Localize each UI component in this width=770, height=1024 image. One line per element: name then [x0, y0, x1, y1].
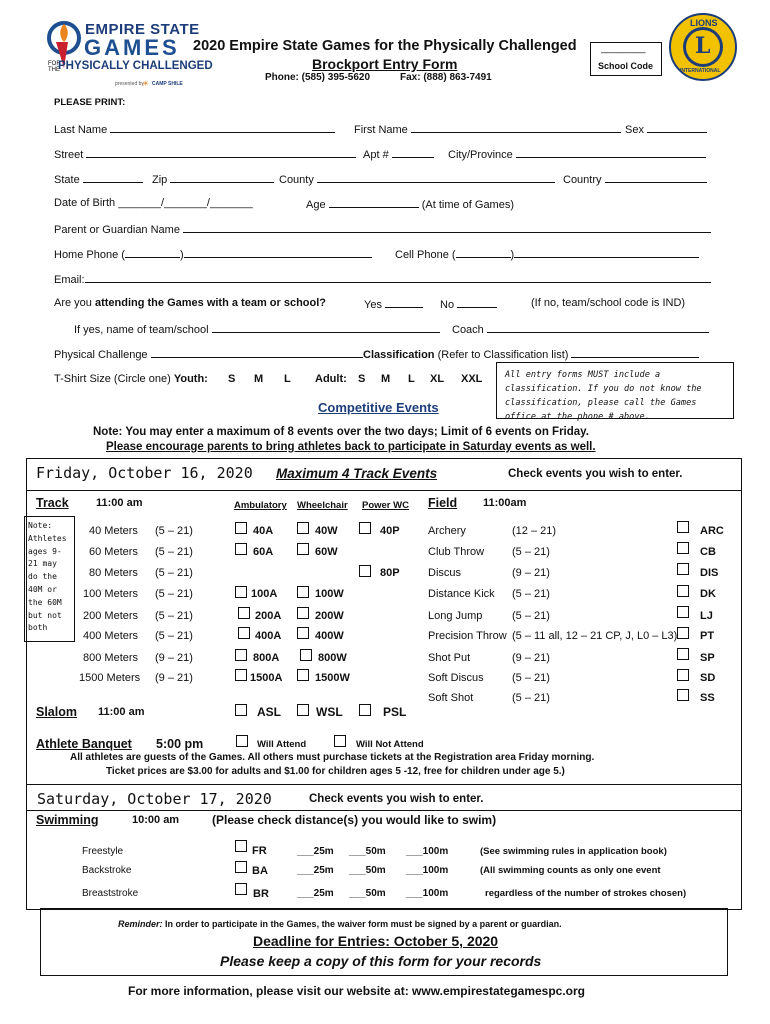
distance-50m[interactable]: ___50m — [349, 846, 386, 857]
checkbox-psl[interactable] — [359, 704, 371, 716]
side-note-line: but not — [28, 610, 62, 620]
first-name-field[interactable] — [411, 122, 621, 133]
field-time: 11:00am — [483, 497, 527, 509]
code-asl: ASL — [257, 705, 281, 719]
code-sd: SD — [700, 672, 716, 684]
code-40w: 40W — [315, 525, 338, 537]
no-note: (If no, team/school code is IND) — [531, 297, 686, 309]
youth-size-s[interactable]: S — [228, 373, 236, 385]
field-ages: (5 – 21) — [512, 610, 550, 622]
checkbox-40p[interactable] — [359, 522, 371, 534]
school-code-blank: ________ — [601, 43, 646, 54]
col-ambulatory: Ambulatory — [234, 500, 287, 511]
track-event: 80 Meters — [89, 567, 138, 579]
code-60w: 60W — [315, 546, 338, 558]
track-ages: (5 – 21) — [155, 630, 193, 642]
country-field[interactable] — [605, 172, 707, 183]
checkbox-cb[interactable] — [677, 542, 689, 554]
track-ages: (5 – 21) — [155, 525, 193, 537]
street-label: Street — [54, 149, 84, 161]
state-field[interactable] — [83, 172, 143, 183]
checkbox-wsl[interactable] — [297, 704, 309, 716]
street-field[interactable] — [86, 147, 356, 158]
school-code-box[interactable] — [590, 42, 662, 76]
form-subtitle: Brockport Entry Form — [312, 56, 458, 72]
checkbox-60w[interactable] — [297, 543, 309, 555]
checkbox-sp[interactable] — [677, 648, 689, 660]
tshirt-label: T-Shirt Size (Circle one) — [54, 373, 171, 385]
banquet-note2: Ticket prices are $3.00 for adults and $1.00 for children ages 5 -12, free for children under age 5.) — [106, 766, 565, 777]
email-field[interactable] — [85, 272, 711, 283]
events-note2: Please encourage parents to bring athletes back to participate in Saturday events as well. — [106, 441, 596, 453]
code-dis: DIS — [700, 567, 719, 579]
classification-note: (Refer to Classification list) — [437, 349, 569, 361]
lions-bottom: INTERNATIONAL — [680, 68, 721, 74]
friday-check-instructions: Check events you wish to enter. — [508, 468, 683, 480]
code-1500w: 1500W — [315, 672, 350, 684]
code-wsl: WSL — [316, 705, 343, 719]
yes-label: Yes — [364, 299, 382, 311]
side-note-line: Note: — [28, 521, 53, 530]
sex-field[interactable] — [647, 122, 707, 133]
adult-label: Adult: — [315, 373, 347, 385]
friday-divider — [26, 490, 742, 491]
classification-note-box — [496, 362, 734, 422]
checkbox-400a[interactable] — [238, 627, 250, 639]
age-note: (At time of Games) — [421, 199, 514, 211]
side-note-line: Athletes — [28, 533, 67, 543]
checkbox-will-attend[interactable] — [236, 735, 248, 747]
side-note-box — [24, 516, 75, 642]
lions-letter: L — [695, 33, 711, 59]
logo-line2: GAMES — [84, 35, 180, 60]
lions-top: LIONS — [690, 18, 718, 28]
no-label: No — [440, 299, 455, 311]
code-fr: FR — [252, 845, 267, 857]
col-power-wc: Power WC — [362, 500, 409, 511]
coach-label: Coach — [452, 324, 484, 336]
code-100w: 100W — [315, 588, 344, 600]
youth-size-m[interactable]: M — [254, 373, 264, 385]
apt-label: Apt # — [363, 149, 389, 161]
track-event: 400 Meters — [83, 630, 139, 642]
checkbox-800w[interactable] — [300, 649, 312, 661]
stroke-note: (All swimming counts as only one event — [480, 865, 661, 876]
will-attend-label: Will Attend — [257, 739, 307, 750]
stroke-name: Freestyle — [82, 846, 124, 857]
field-event: Soft Shot — [428, 692, 474, 704]
checkbox-40w[interactable] — [297, 522, 309, 534]
checkbox-will-not-attend[interactable] — [334, 735, 346, 747]
checkbox-fr[interactable] — [235, 840, 247, 852]
checkbox-200w[interactable] — [297, 607, 309, 619]
age-field[interactable] — [329, 197, 419, 208]
code-dk: DK — [700, 588, 716, 600]
logo-line3: PHYSICALLY CHALLENGED — [58, 60, 213, 72]
adult-size-xxl[interactable]: XXL — [461, 373, 483, 385]
competitive-events-heading: Competitive Events — [318, 400, 439, 415]
track-event: 100 Meters — [83, 588, 139, 600]
checkbox-1500a[interactable] — [235, 669, 247, 681]
logo-presented: presented by — [115, 81, 144, 87]
please-print: PLEASE PRINT: — [54, 97, 126, 108]
distance-100m[interactable]: ___100m — [406, 888, 449, 899]
email-label: Email: — [54, 274, 85, 286]
events-note1: Note: You may enter a maximum of 8 events over the two days; Limit of 6 events on Friday. — [93, 426, 589, 438]
col-wheelchair: Wheelchair — [297, 500, 348, 511]
stroke-note: (See swimming rules in application book) — [480, 846, 667, 857]
field-event: Archery — [428, 525, 466, 537]
checkbox-arc[interactable] — [677, 521, 689, 533]
track-event: 60 Meters — [89, 546, 138, 558]
footer-info: For more information, please visit our website at: www.empirestategamespc.org — [128, 984, 586, 998]
tshirt-row — [54, 373, 208, 385]
cell-phone-label: Cell Phone ( — [395, 249, 456, 261]
form-title: 2020 Empire State Games for the Physically Challenged — [193, 38, 577, 54]
county-label: County — [279, 174, 314, 186]
sun-icon: ☀ — [142, 79, 150, 88]
friday-date: Friday, October 16, 2020 — [36, 464, 253, 482]
checkbox-80p[interactable] — [359, 565, 371, 577]
field-event: Club Throw — [428, 546, 485, 558]
field-event: Long Jump — [428, 610, 483, 622]
class-note-text: All entry forms MUST include a classification. If you do not know the classification, please call the Games office at the phone # above. — [505, 370, 702, 422]
adult-size-m[interactable]: M — [381, 373, 391, 385]
home-phone-close: ) — [179, 249, 184, 261]
track-event: 800 Meters — [83, 652, 139, 664]
youth-label: Youth: — [173, 373, 208, 385]
distance-100m[interactable]: ___100m — [406, 865, 449, 876]
checkbox-dis[interactable] — [677, 563, 689, 575]
saturday-check-instructions: Check events you wish to enter. — [309, 793, 484, 805]
checkbox-100w[interactable] — [297, 586, 309, 598]
reminder-label: Reminder: — [118, 919, 163, 929]
track-ages: (9 – 21) — [155, 672, 193, 684]
first-name-label: First Name — [354, 124, 408, 136]
dob-field[interactable]: _______/_______/_______ — [118, 197, 253, 209]
attending-pre: Are you — [54, 297, 95, 309]
code-ss: SS — [700, 692, 715, 704]
field-ages: (5 – 21) — [512, 672, 550, 684]
checkbox-ba[interactable] — [235, 861, 247, 873]
cell-phone-close: ) — [510, 249, 515, 261]
field-event: Shot Put — [428, 652, 471, 664]
code-200w: 200W — [315, 610, 344, 622]
code-psl: PSL — [383, 705, 407, 719]
distance-25m[interactable]: ___25m — [297, 865, 334, 876]
saturday-divider — [26, 810, 742, 811]
checkbox-1500w[interactable] — [297, 669, 309, 681]
dob-label: Date of Birth — [54, 197, 116, 209]
zip-label: Zip — [152, 174, 168, 186]
distance-25m[interactable]: ___25m — [297, 846, 334, 857]
code-arc: ARC — [700, 525, 724, 537]
county-field[interactable] — [317, 172, 555, 183]
track-ages: (5 – 21) — [155, 546, 193, 558]
code-1500a: 1500A — [250, 672, 283, 684]
code-80p: 80P — [380, 567, 400, 579]
home-phone-label: Home Phone ( — [54, 249, 125, 261]
field-event: Precision Throw — [428, 630, 507, 642]
code-60a: 60A — [253, 546, 274, 558]
track-event: 1500 Meters — [79, 672, 141, 684]
swimming-instructions: (Please check distance(s) you would like to swim) — [212, 813, 497, 827]
city-label: City/Province — [448, 149, 513, 161]
track-ages: (5 – 21) — [155, 567, 193, 579]
deadline: Deadline for Entries: October 5, 2020 — [253, 933, 499, 949]
last-name-row — [54, 122, 335, 136]
field-ages: (9 – 21) — [512, 567, 550, 579]
field-ages: (9 – 21) — [512, 652, 550, 664]
checkbox-40a[interactable] — [235, 522, 247, 534]
will-not-attend-label: Will Not Attend — [356, 739, 424, 750]
banquet-note1: All athletes are guests of the Games. All others must purchase tickets at the Registration area Friday morning. — [70, 752, 595, 763]
distance-50m[interactable]: ___50m — [349, 888, 386, 899]
sex-label: Sex — [625, 124, 644, 136]
logo-sponsor: CAMP SHILE — [152, 81, 183, 87]
adult-size-l[interactable]: L — [408, 373, 415, 385]
no-field[interactable] — [457, 297, 497, 308]
team-name-label: If yes, name of team/school — [74, 324, 209, 336]
field-event: Discus — [428, 567, 462, 579]
checkbox-ss[interactable] — [677, 689, 689, 701]
checkbox-400w[interactable] — [297, 627, 309, 639]
code-800a: 800A — [253, 652, 280, 664]
adult-size-s[interactable]: S — [358, 373, 366, 385]
checkbox-dk[interactable] — [677, 585, 689, 597]
track-event: 200 Meters — [83, 610, 139, 622]
challenge-label: Physical Challenge — [54, 349, 148, 361]
keep-copy: Please keep a copy of this form for your records — [220, 953, 542, 969]
classification-label: Classification — [363, 349, 435, 361]
side-note-line: do the — [28, 572, 57, 582]
cell-phone-field[interactable] — [514, 247, 699, 258]
track-time: 11:00 am — [96, 497, 143, 509]
side-note-line: 40M or — [28, 584, 57, 594]
field-ages: (5 – 11 all, 12 – 21 CP, J, L0 – L3) — [512, 630, 678, 642]
saturday-date: Saturday, October 17, 2020 — [37, 790, 272, 808]
field-ages: (5 – 21) — [512, 692, 550, 704]
field-ages: (5 – 21) — [512, 588, 550, 600]
checkbox-60a[interactable] — [235, 543, 247, 555]
code-40a: 40A — [253, 525, 274, 537]
adult-size-xl[interactable]: XL — [430, 373, 445, 385]
side-note-line: the 60M — [28, 597, 62, 607]
side-note-line: 21 may — [28, 559, 57, 569]
code-400a: 400A — [255, 630, 282, 642]
coach-field[interactable] — [487, 322, 709, 333]
distance-25m[interactable]: ___25m — [297, 888, 334, 899]
code-pt: PT — [700, 630, 715, 642]
field-ages: (12 – 21) — [512, 525, 557, 537]
slalom-label: Slalom — [36, 705, 77, 719]
slalom-time: 11:00 am — [98, 706, 145, 718]
banquet-label: Athlete Banquet — [36, 737, 132, 751]
track-event: 40 Meters — [89, 525, 138, 537]
code-lj: LJ — [700, 610, 713, 622]
distance-50m[interactable]: ___50m — [349, 865, 386, 876]
swimming-label: Swimming — [36, 813, 99, 827]
team-name-field[interactable] — [212, 322, 440, 333]
challenge-field[interactable] — [151, 347, 363, 358]
age-label: Age — [306, 199, 326, 211]
stroke-name: Breaststroke — [82, 888, 139, 899]
attending-question: attending the Games with a team or school? — [94, 297, 327, 309]
last-name-field[interactable] — [110, 122, 335, 133]
checkbox-100a[interactable] — [235, 586, 247, 598]
field-event: Soft Discus — [428, 672, 484, 684]
side-note-line: both — [28, 623, 48, 633]
classification-field[interactable] — [571, 347, 699, 358]
parent-field[interactable] — [183, 222, 711, 233]
field-label: Field — [428, 496, 458, 510]
field-ages: (5 – 21) — [512, 546, 550, 558]
school-code-label: School Code — [598, 61, 654, 71]
code-br: BR — [253, 888, 269, 900]
home-phone-field[interactable] — [184, 247, 372, 258]
code-cb: CB — [700, 546, 716, 558]
checkbox-lj[interactable] — [677, 606, 689, 618]
track-label: Track — [36, 496, 69, 510]
logo-line1: EMPIRE STATE — [85, 21, 200, 38]
checkbox-200a[interactable] — [238, 607, 250, 619]
distance-100m[interactable]: ___100m — [406, 846, 449, 857]
field-event: Distance Kick — [428, 588, 495, 600]
code-200a: 200A — [255, 610, 282, 622]
parent-label: Parent or Guardian Name — [54, 224, 180, 236]
side-note — [28, 520, 67, 635]
home-area-field[interactable] — [125, 247, 180, 258]
apt-field[interactable] — [392, 147, 434, 158]
state-label: State — [54, 174, 80, 186]
checkbox-br[interactable] — [235, 883, 247, 895]
zip-field[interactable] — [170, 172, 274, 183]
track-ages: (5 – 21) — [155, 610, 193, 622]
side-note-line: ages 9- — [28, 546, 62, 556]
track-ages: (9 – 21) — [155, 652, 193, 664]
code-100a: 100A — [251, 588, 278, 600]
stroke-note: regardless of the number of strokes chosen) — [485, 888, 687, 899]
youth-size-l[interactable]: L — [284, 373, 291, 385]
phone-number: Phone: (585) 395-5620 — [265, 72, 371, 83]
code-sp: SP — [700, 652, 715, 664]
city-field[interactable] — [516, 147, 706, 158]
code-800w: 800W — [318, 652, 347, 664]
stroke-name: Backstroke — [82, 865, 132, 876]
banquet-time: 5:00 pm — [156, 737, 204, 751]
yes-field[interactable] — [385, 297, 423, 308]
last-name-label: Last Name — [54, 124, 108, 136]
logo-prefix: FOR THE — [48, 61, 61, 73]
max-track-events: Maximum 4 Track Events — [276, 466, 438, 481]
swimming-time: 10:00 am — [132, 814, 180, 826]
checkbox-sd[interactable] — [677, 669, 689, 681]
code-ba: BA — [252, 865, 268, 877]
cell-area-field[interactable] — [456, 247, 511, 258]
checkbox-asl[interactable] — [235, 704, 247, 716]
code-40p: 40P — [380, 525, 400, 537]
checkbox-800a[interactable] — [235, 649, 247, 661]
code-400w: 400W — [315, 630, 344, 642]
reminder-text: In order to participate in the Games, the waiver form must be signed by a parent or guardian. — [165, 919, 562, 929]
track-ages: (5 – 21) — [155, 588, 193, 600]
checkbox-pt[interactable] — [677, 627, 689, 639]
country-label: Country — [563, 174, 602, 186]
fax-number: Fax: (888) 863-7491 — [400, 72, 492, 83]
reminder-line — [118, 919, 562, 929]
